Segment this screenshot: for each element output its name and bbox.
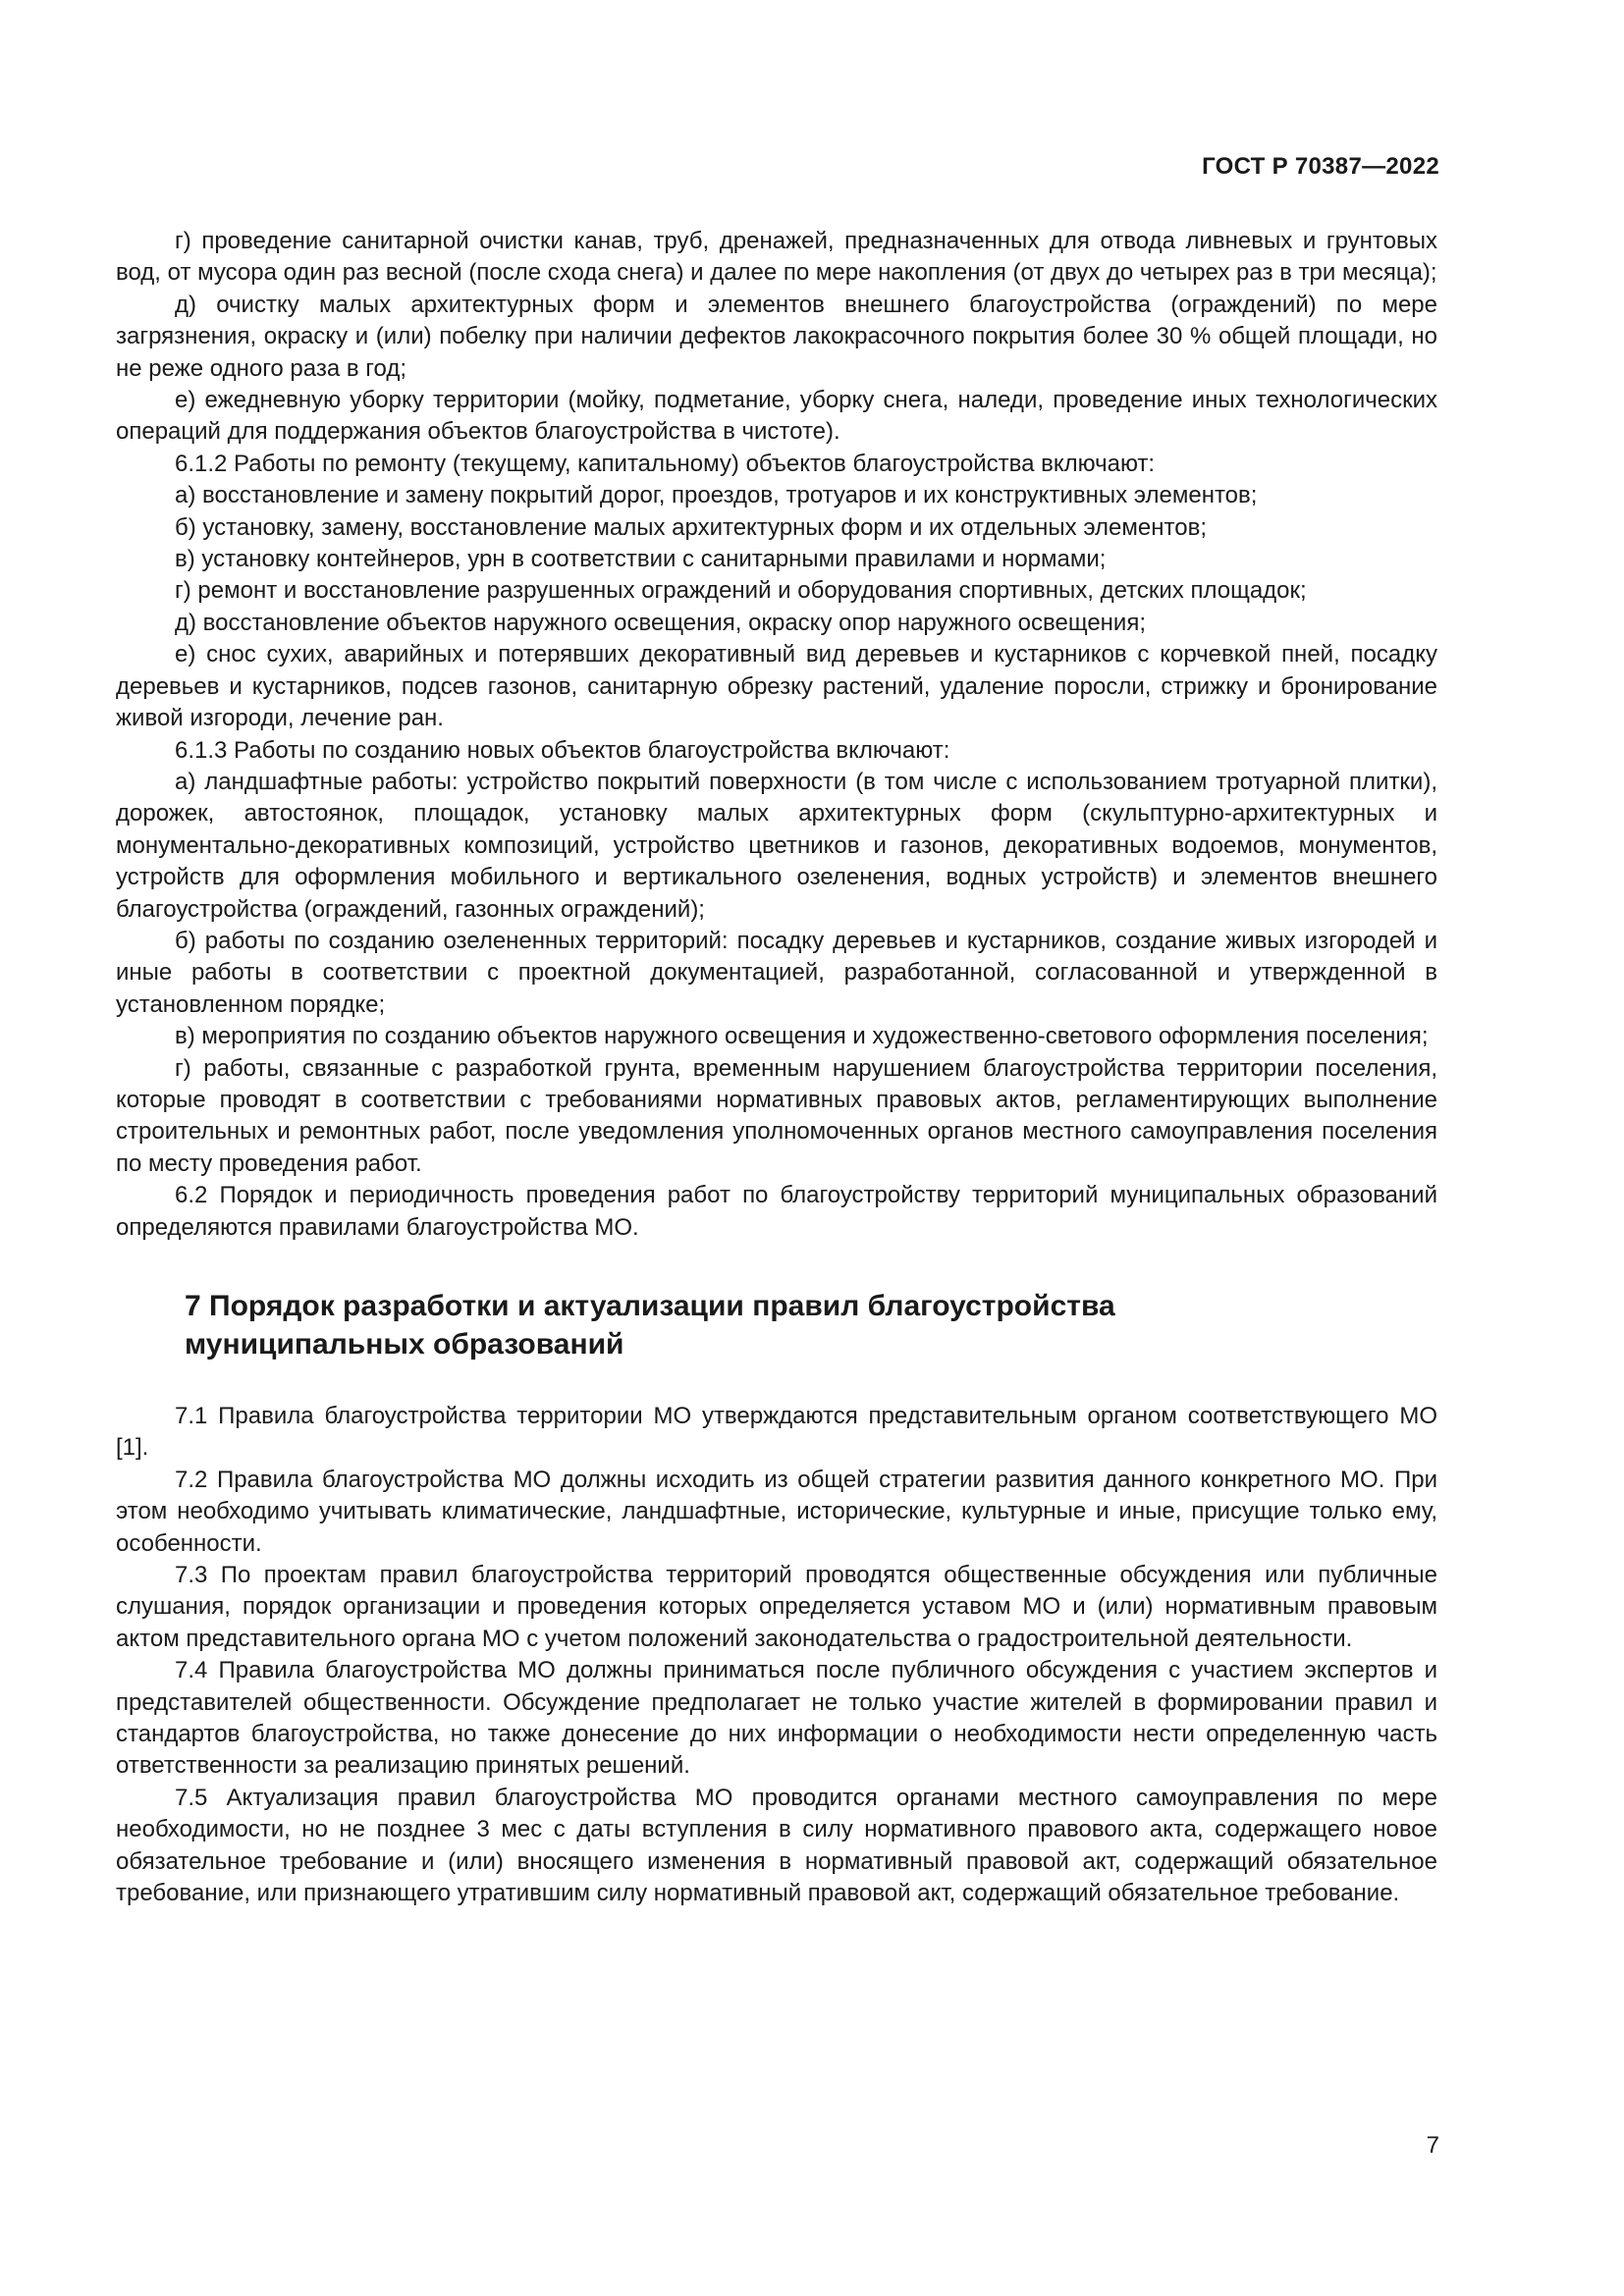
section-title: 7 Порядок разработки и актуализации правил благоустройства муниципальных образований <box>185 1290 1115 1361</box>
document-code: ГОСТ Р 70387—2022 <box>1202 153 1439 180</box>
paragraph: 7.3 По проектам правил благоустройства территорий проводятся общественные обсуждения или публичные слушания, порядок организации и проведения которых определяется уставом МО и (или) нормативным правовым актом представительного органа МО с учетом положений законодательства о градостроительной деятельности. <box>116 1562 1437 1652</box>
paragraph: 7.1 Правила благоустройства территории МО утверждаются представительным органом соответствующего МО [1]. <box>116 1403 1437 1462</box>
paragraph: 7.4 Правила благоустройства МО должны приниматься после публичного обсуждения с участием экспертов и представителей общественности. Обсуждение предполагает не только участие жителей в формировании правил и стандартов благоустройства, но также донесение до них информации о необходимости нести определенную часть ответственности за реализацию принятых решений. <box>116 1657 1437 1780</box>
paragraph: б) работы по созданию озелененных территорий: посадку деревьев и кустарников, создание живых изгородей и иные работы в соответствии с проектной документацией, разработанной, согласованной и утвержденной в установленном порядке; <box>116 927 1437 1018</box>
paragraph: е) снос сухих, аварийных и потерявших декоративный вид деревьев и кустарников с корчевкой пней, посадку деревьев и кустарников, подсев газонов, санитарную обрезку растений, удаление поросли, стрижку и бронирование живой изгороди, лечение ран. <box>116 641 1437 732</box>
paragraph: 6.1.2 Работы по ремонту (текущему, капитальному) объектов благоустройства включают: <box>175 450 1156 477</box>
paragraph: а) ландшафтные работы: устройство покрытий поверхности (в том числе с использованием тротуарной плитки), дорожек, автостоянок, площадок, установку малых архитектурных форм (скульптурно-архитектурных и монументально-декоративных композиций, устройство цветников и газонов, декоративных водоемов, монументов, устройств для оформления мобильного и вертикального озеленения, водных устройств) и элементов внешнего благоустройства (ограждений, газонных ограждений); <box>116 768 1437 923</box>
paragraph: г) проведение санитарной очистки канав, труб, дренажей, предназначенных для отвода ливневых и грунтовых вод, от мусора один раз весной (после схода снега) и далее по мере накопления (от двух до четырех раз в три месяца); <box>116 228 1437 287</box>
paragraph: а) восстановление и замену покрытий дорог, проездов, тротуаров и их конструктивных элементов; <box>175 482 1258 509</box>
paragraph: б) установку, замену, восстановление малых архитектурных форм и их отдельных элементов; <box>175 513 1207 541</box>
page-number: 7 <box>1426 2132 1439 2159</box>
paragraph: 7.5 Актуализация правил благоустройства МО проводится органами местного самоуправления по мере необходимости, но не позднее 3 мес с даты вступления в силу нормативного правового акта, содержащего новое обязательное требование и (или) вносящего изменения в нормативный правовой акт, содержащий обязательное требование, или признающего утратившим силу нормативный правовой акт, содержащий обязательное требование. <box>116 1784 1437 1907</box>
paragraph: д) очистку малых архитектурных форм и элементов внешнего благоустройства (ограждений) по мере загрязнения, окраску и (или) побелку при наличии дефектов лакокрасочного покрытия более 30 % общей площади, но не реже одного раза в год; <box>116 291 1437 382</box>
paragraph: в) установку контейнеров, урн в соответствии с санитарными правилами и нормами; <box>175 546 1107 573</box>
paragraph: г) работы, связанные с разработкой грунта, временным нарушением благоустройства территории поселения, которые проводят в соответствии с требованиями нормативных правовых актов, регламентирующих выполнение строительных и ремонтных работ, после уведомления уполномоченных органов местного самоуправления поселения по месту проведения работ. <box>116 1054 1437 1177</box>
paragraph: е) ежедневную уборку территории (мойку, подметание, уборку снега, наледи, проведение иных технологических операций для поддержания объектов благоустройства в чистоте). <box>116 387 1437 446</box>
paragraph: 7.2 Правила благоустройства МО должны исходить из общей стратегии развития данного конкретного МО. При этом необходимо учитывать климатические, ландшафтные, исторические, культурные и иные, присущие только ему, особенности. <box>116 1466 1437 1557</box>
paragraph: г) ремонт и восстановление разрушенных ограждений и оборудования спортивных, детских площадок; <box>175 577 1307 605</box>
paragraph: 6.1.3 Работы по созданию новых объектов благоустройства включают: <box>175 736 950 764</box>
paragraph: д) восстановление объектов наружного освещения, окраску опор наружного освещения; <box>175 609 1146 636</box>
document-body <box>116 226 1437 1910</box>
paragraph: в) мероприятия по созданию объектов наружного освещения и художественно-светового оформления поселения; <box>175 1023 1429 1050</box>
paragraph: 6.2 Порядок и периодичность проведения работ по благоустройству территорий муниципальных образований определяются правилами благоустройства МО. <box>116 1182 1437 1241</box>
